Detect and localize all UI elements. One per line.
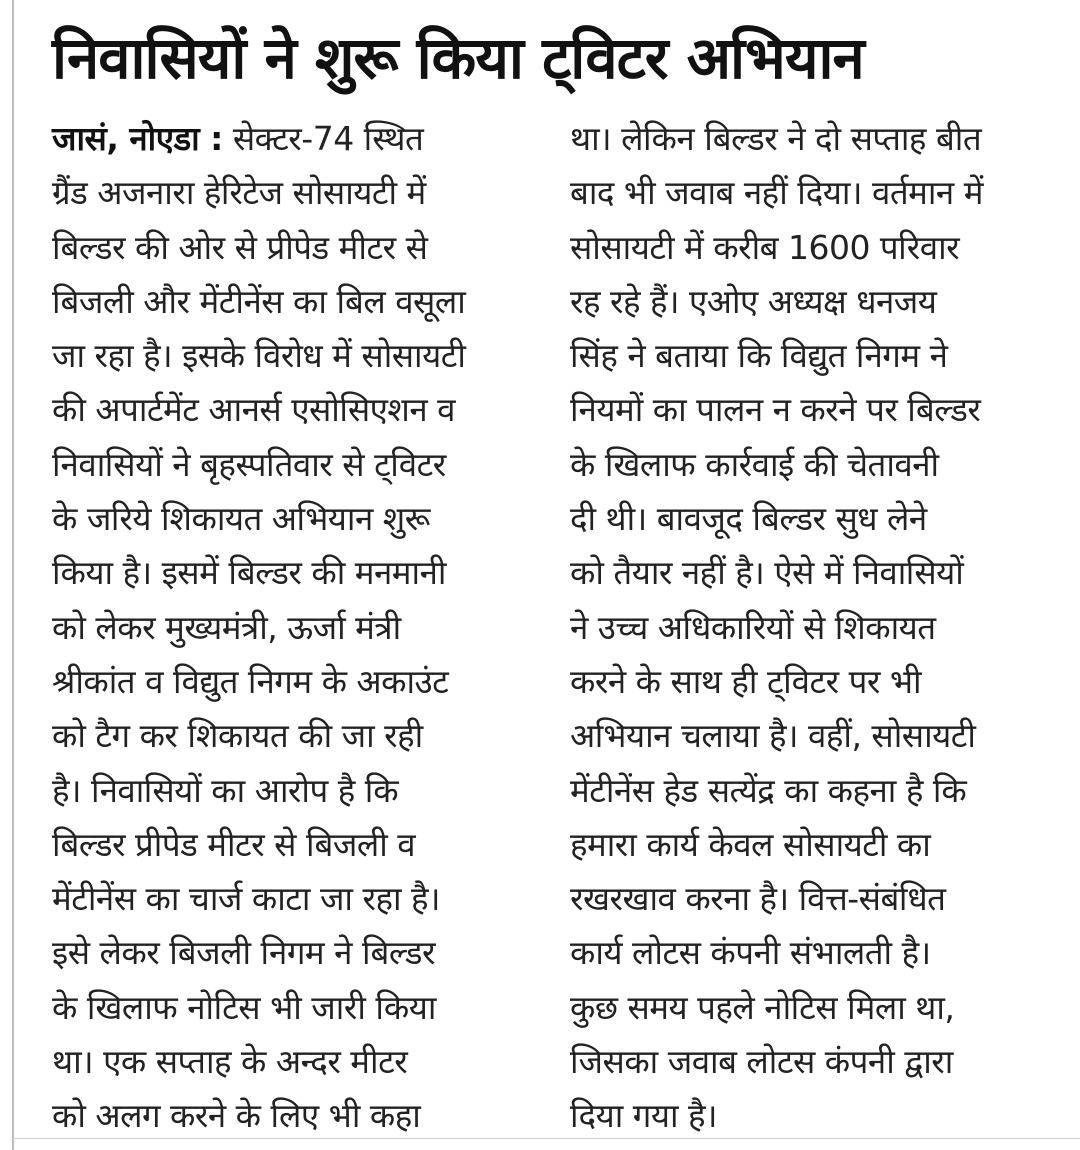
article-line: है। निवासियों का आरोप है कि	[52, 770, 399, 810]
article-line-text: सेक्टर-74 स्थित	[222, 119, 424, 158]
article-headline: निवासियों ने शुरू किया ट्विटर अभियान	[52, 24, 864, 92]
article-line: जा रहा है। इसके विरोध में सोसायटी	[52, 336, 466, 376]
article-line: कुछ समय पहले नोटिस मिला था,	[570, 987, 955, 1027]
article-line: किया है। इसमें बिल्डर की मनमानी	[52, 553, 446, 593]
article-line: बिल्डर की ओर से प्रीपेड मीटर से	[52, 227, 428, 267]
article-line: बाद भी जवाब नहीं दिया। वर्तमान में	[570, 173, 983, 213]
article-line: को तैयार नहीं है। ऐसे में निवासियों	[570, 553, 964, 593]
article-line: नियमों का पालन न करने पर बिल्डर	[570, 390, 981, 430]
article-line: सिंह ने बताया कि विद्युत निगम ने	[570, 336, 948, 376]
article-line: के जरिये शिकायत अभियान शुरू	[52, 499, 430, 539]
article-line	[52, 112, 532, 166]
article-line: के खिलाफ नोटिस भी जारी किया	[52, 987, 436, 1027]
article-column-left	[52, 112, 532, 1144]
article-line: रखरखाव करना है। वित्त-संबंधित	[570, 879, 946, 919]
article-byline: जासं, नोएडा :	[52, 119, 223, 158]
article-line: था। लेकिन बिल्डर ने दो सप्ताह बीत	[570, 119, 982, 158]
article-line: था। एक सप्ताह के अन्दर मीटर	[52, 1042, 408, 1082]
article-line: अभियान चलाया है। वहीं, सोसायटी	[570, 716, 976, 756]
article-line: मेंटीनेंस का चार्ज काटा जा रहा है।	[52, 879, 441, 919]
article-line: दी थी। बावजूद बिल्डर सुध लेने	[570, 499, 927, 539]
article-line: निवासियों ने बृहस्पतिवार से ट्विटर	[52, 444, 446, 484]
article-line: इसे लेकर बिजली निगम ने बिल्डर	[52, 933, 436, 973]
article-line: बिजली और मेंटीनेंस का बिल वसूला	[52, 281, 466, 321]
article-line: को टैग कर शिकायत की जा रही	[52, 716, 423, 756]
article-line: कार्य लोटस कंपनी संभालती है।	[570, 933, 931, 973]
article-line: दिया गया है।	[570, 1096, 718, 1136]
article-line: को अलग करने के लिए भी कहा	[52, 1096, 421, 1136]
article-line: बिल्डर प्रीपेड मीटर से बिजली व	[52, 824, 416, 864]
article-column-right	[570, 112, 1050, 1144]
article-line: की अपार्टमेंट आनर्स एसोसिएशन व	[52, 390, 456, 430]
article-line: मेंटीनेंस हेड सत्येंद्र का कहना है कि	[570, 770, 967, 810]
article-line: करने के साथ ही ट्विटर पर भी	[570, 661, 922, 701]
article-line: ने उच्च अधिकारियों से शिकायत	[570, 607, 936, 647]
article-line: रह रहे हैं। एओए अध्यक्ष धनजय	[570, 281, 937, 321]
article-line: के खिलाफ कार्रवाई की चेतावनी	[570, 444, 939, 484]
column-rule-left	[12, 0, 14, 1150]
article-line: हमारा कार्य केवल सोसायटी का	[570, 824, 931, 864]
article-line: श्रीकांत व विद्युत निगम के अकाउंट	[52, 661, 449, 701]
article-line: ग्रैंड अजनारा हेरिटेज सोसायटी में	[52, 173, 426, 213]
article-line: सोसायटी में करीब 1600 परिवार	[570, 227, 960, 267]
article-line: को लेकर मुख्यमंत्री, ऊर्जा मंत्री	[52, 607, 401, 647]
article-line: जिसका जवाब लोटस कंपनी द्वारा	[570, 1042, 953, 1082]
